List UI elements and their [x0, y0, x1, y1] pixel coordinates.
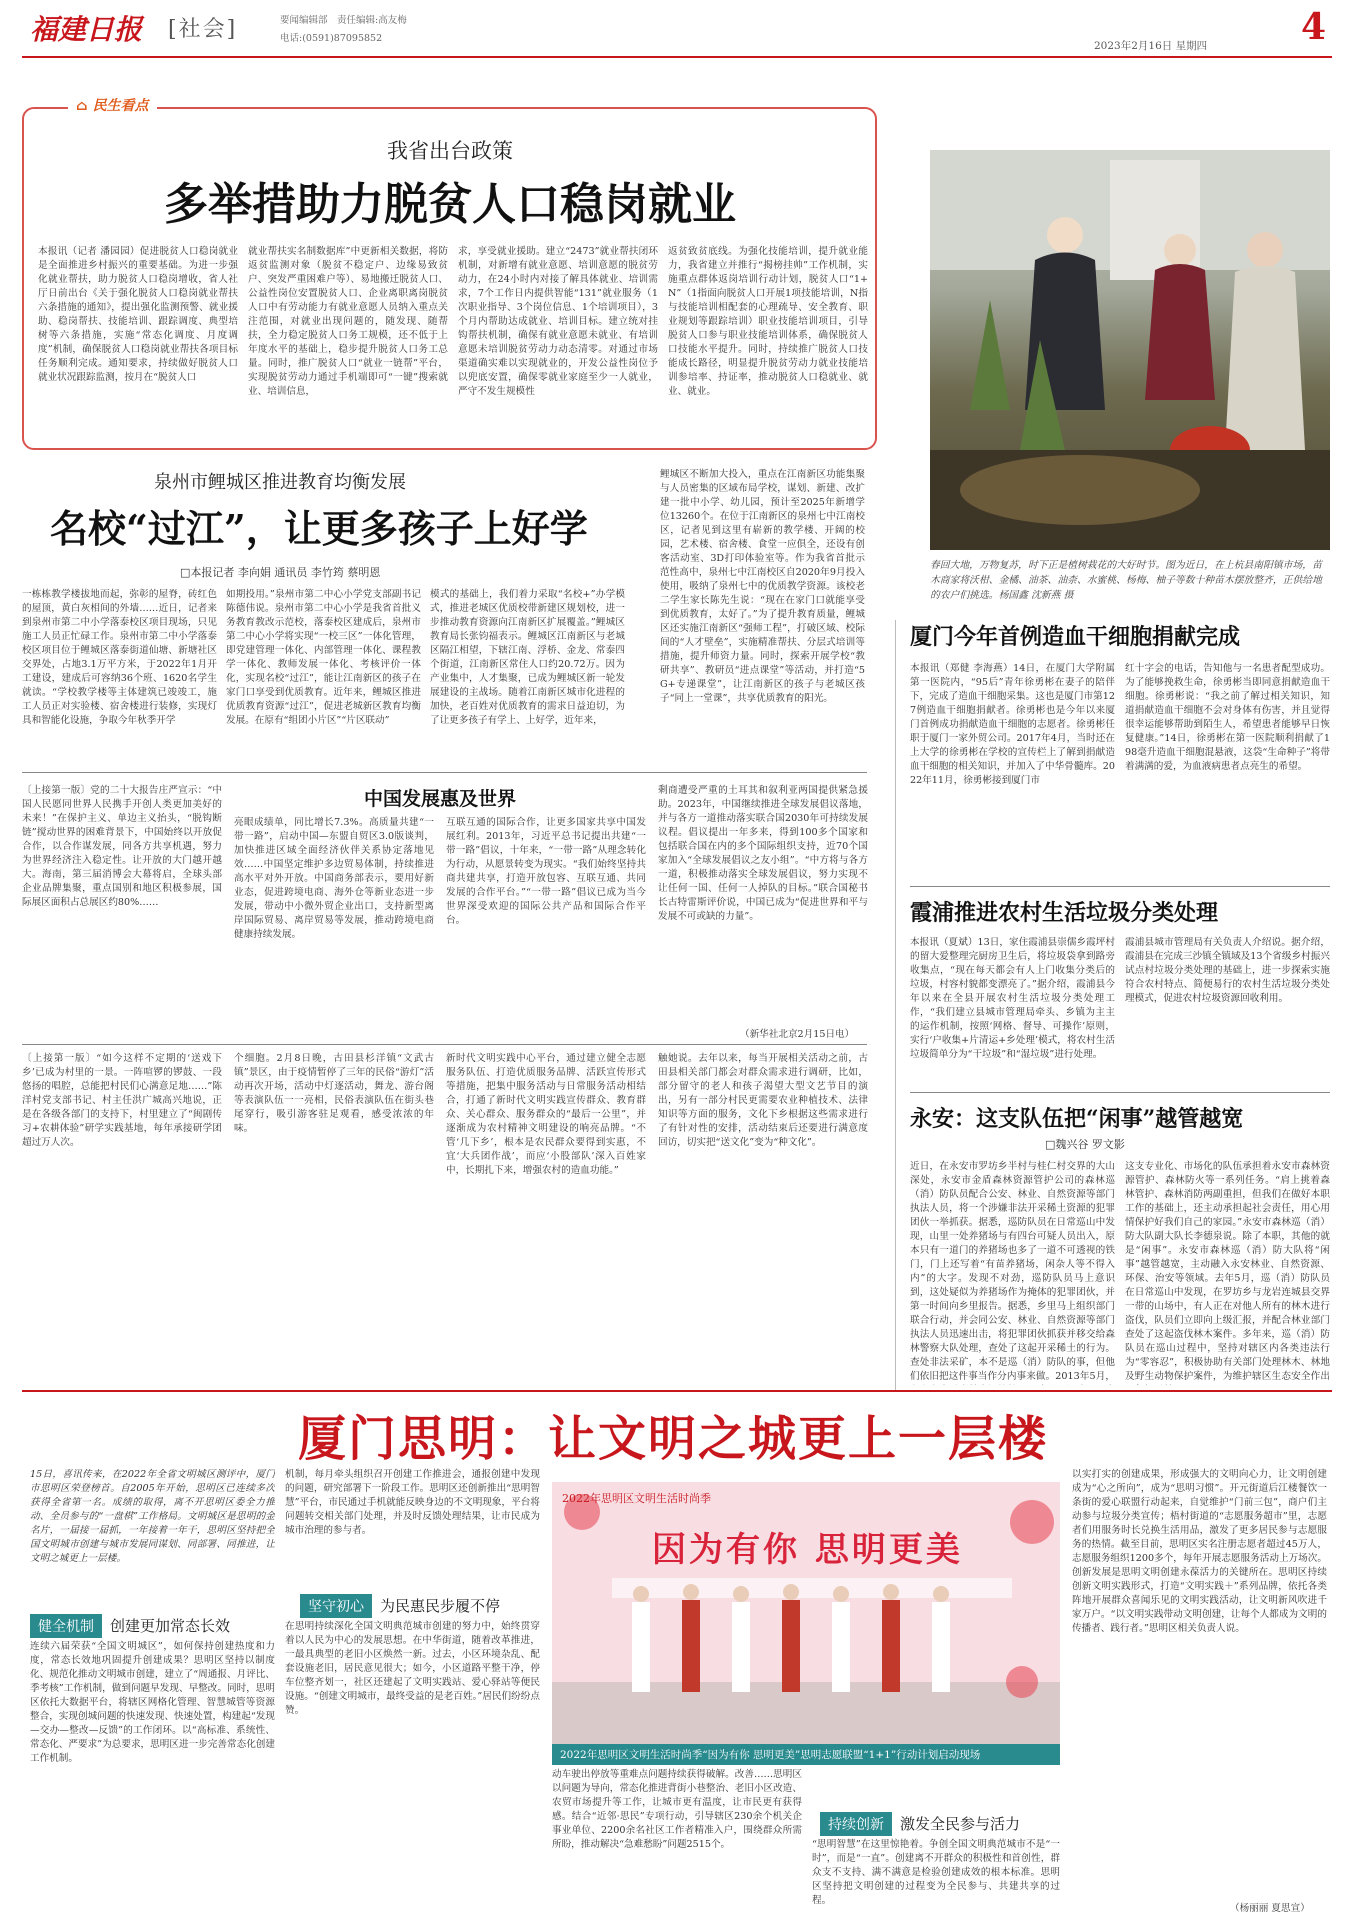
event-photo [552, 1482, 1060, 1744]
story8-sub3: 持续创新 激发全民参与活力 [820, 1812, 1070, 1836]
column-divider [895, 620, 896, 1390]
photo1-caption: 春回大地，万物复苏，时下正是植树栽花的大好时节。图为近日，在上杭县南阳镇市场，苗木商家将沃柑、金橘、油茶、油柰、水蜜桃、杨梅、柚子等数十种苗木摆放整齐，正供给地的农户们挑选。杨国鑫 沈新燕 摄 [930, 560, 1322, 601]
story8-col1b: 连续六届荣获“全国文明城区”，如何保持创建热度和力度，常态长效地巩固提升创建成果？思明区坚持以制度化、规范化推动文明城市创建，建立了“周通报、月评比、季考核”工作机制，做到问题早发现、早整改。同时，思明区依托大数据平台，将辖区网格化管理、智慧城管等资源整合，实现创城问题的快速发现、快速处置，构建起“发现—交办—整改—反馈”的工作闭环。以“高标准、系统性、常态化、严要求”为总要求，思明区进一步完善常态化创建工作机制。 [30, 1641, 275, 1764]
story1-subtitle: 我省出台政策 [387, 139, 513, 163]
story2-subtitle: 泉州市鲤城区推进教育均衡发展 [154, 472, 406, 493]
story8-sub2: 坚守初心 为民惠民步履不停 [300, 1594, 550, 1618]
story1-col3: 求，享受就业援助。建立“2473”就业帮扶闭环机制，对新增有就业意愿、培训意愿的脱贫劳动力，在24小时内对接了解具体就业、培训需求，7个工作日内提供智能“131”就业服务（1次职业指导、3个岗位信息、1个培训项目），3个月内帮助达成就业、培训目标。建立统对挂钩帮扶机制，确保有就业意愿未就业、有培训意愿未培训脱贫劳动力动态清零。对通过市场渠道确实难以实现就业的，开发公益性岗位予以兜底安置，确保零就业家庭至少一人就业，严守不发生规模性 [458, 246, 658, 397]
story2-col4: 鲤城区不断加大投入，重点在江南新区功能集聚与人员密集的区域布局学校，谋划、新建、改扩建一批中小学、幼儿园，预计至2025年新增学位13260个。在位于江南新区的泉州七中江南校区，记者见到这里有崭新的教学楼、开阔的校园，艺术楼、宿舍楼、食堂一应俱全，还设有创客活动室、3D打印体验室等。作为我省首批示范性高中，泉州七中江南校区自2020年9月投入使用，吸纳了泉州七中的优质教学资源。该校老二学生家长陈先生说：“现在在家门口就能享受到优质教育，太好了。”为了提升教育质量，鲤城区还实施江南新区“强师工程”，打破区域、校际间的“人才壁垒”，实施精准帮扶、分层式培训等措施，提升师资力量。同时，探索开展学校“教研共享”、教研员“进点课堂”等活动，并打造“5G+专递课堂”，让江南新区的孩子与老城区孩子“同上一堂课”，共享优质教育的阳光。 [660, 469, 865, 704]
story6-footer: （新华社北京2月15日电） [740, 1029, 855, 1040]
story7-col2: 个细胞。2月8日晚，古田县杉洋镇“文武古镇”景区，由于疫情暂停了三年的民俗“游灯”活动再次开场，活动中灯逐活动，舞龙、游台阁等表演队伍一一亮相，民俗表演队伍在街头巷尾穿行，吸引游客驻足观看，感受浓浓的年味。 [234, 1053, 434, 1134]
house-icon: ⌂ [76, 98, 93, 114]
story2-col2: 如期投用。”泉州市第二中心小学党支部副书记陈德伟说。泉州市第二中心小学是我省首批义务教育教改示范校，落泰校区建成后，泉州市第二中心小学将实现“一校三区”一体化管理，即党建管理一体化、内部管理一体化、课程教学一体化、教师发展一体化、考核评价一体化，实现名校“过江”，能让江南新区的孩子在家门口享受到优质教育。近年来，鲤城区推进优质教育资源“过江”，促进老城新区教育均衡发展。在原有“组团小片区”“片区联动” [226, 589, 421, 726]
story2-col1: 一栋栋教学楼拔地而起，弥彰的屋脊，砖红色的屋顶，黄白灰相间的外墙……近日，记者来到泉州市第二中小学落泰校区项目现场，只见施工人员正忙碌工作。泉州市第二中小学落泰校区项目位于鲤城区落泰街道仙塘、新塘社区交界处，占地3.1万平方米，于2022年1月开工建设，建成后可容纳36个班、1620名学生就读。“学校教学楼等主体建筑已竣竣工，施工人员正对实验楼、宿舍楼进行装修，实现灯具和智能化设施，争取今年秋季开学 [22, 589, 217, 726]
divider [910, 886, 1330, 887]
story4-col2: 霞浦县城市管理局有关负责人介绍说。据介绍，霞浦县在完成三沙镇全镇域及13个省级乡村振兴试点村垃圾分类处理的基础上，进一步探索实施符合农村特点、简便易行的农村生活垃圾分类处理模式，促进农村垃圾资源回收利用。 [1125, 937, 1330, 1004]
story1-col2: 就业帮扶实名制数据库”中更新相关数据，将防返贫监测对象（脱贫不稳定户、边缘易致贫户、突发严重困难户等）、易地搬迁脱贫人口、公益性岗位安置脱贫人口、企业离职离岗脱贫人口中有劳动能力有就业意愿人员纳入重点关注范围，对就业出现问题的，随发现、随帮扶，全力稳定脱贫人口务工规模，还不低于上年度水平的基础上，稳步提升脱贫人口务工总量。同时，推广脱贫人口“就业一链帮”平台，实现脱贫劳动力通过手机端即可“一键”搜索就业、培训信息， [248, 246, 448, 397]
story1-tag: ⌂ 民生看点 [68, 95, 157, 115]
story6-col1: 〔上接第一版〕党的二十大报告庄严宣示：“中国人民愿同世界人民携手开创人类更加美好的未来！”在保护主义、单边主义抬头，“脱钩断链”搅动世界的困难背景下，中国始终以开放促合作，以合作谋发展，同各方共享机遇，努力为世界经济注入稳定性。让开放的大门越开越大。海南，第三届消博会大幕将启，全球头部企业品牌集聚，重点国别和地区积极参展，国际展区面积占总展区约80%…… [22, 785, 222, 908]
story4-col1: 本报讯（夏斌）13日，家住霞浦县崇儒乡霞坪村的留大爱整理完厨房卫生后，将垃圾袋拿到路旁收集点，“现在每天都会有人上门收集分类后的垃圾，村容村貌都变漂亮了。”据介绍，霞浦县今年以来在全县开展农村生活垃圾分类处理工作，“我们建立县城市管理局牵头、乡镇为主主的运作机制，按照‘网格、督导、可操作’原则，实行‘户收集+片清运+乡处理’模式，将农村生活垃圾简单分为“干垃圾”和“湿垃圾”进行处理。 [910, 937, 1115, 1060]
newspaper-logo: 福建日报 [30, 13, 143, 46]
story8-footer: （杨丽丽 夏思宣） [1230, 1903, 1310, 1914]
story5-col1: 近日，在永安市罗坊乡半村与桂仁村交界的大山深处，永安市金盾森林资源管护公司的森林巡（消）防队员配合公安、林业、自然资源等部门执法人员，将一个涉嫌非法开采稀土资源的犯罪团伙一举抓获。据悉，巡防队员在日常巡山中发现，山里一处养猪场与有四台可疑人员出入，原本只有一道门的养猪场也多了一道不可透视的铁门，门上还写着“有苗养猪场，闲杂人等不得入内”的大字。发现不对劲，巡防队员马上意识到，这处疑似为养猪场作为掩体的犯罪团伙，并第一时间向乡里报告。据悉，乡里马上组织部门联合行动，并会同公安、林业、自然资源等部门执法人员迅速出击，将犯罪团伙抓获并移交给森林警察大队处理，查处了这起开采稀土的行为。查处非法采矿，本不是巡（消）防队的事，但他们依旧把这件事当作分内事来做。2013年5月， [910, 1161, 1115, 1382]
photo-banner-text: 2022年思明区文明生活时尚季 [562, 1492, 711, 1505]
story8-col2b: 在思明持续深化全国文明典范城市创建的努力中，始终贯穿着以人民为中心的发展思想。在中华街道，随着改革推进，一最具典型的老旧小区焕然一新。过去，小区环境杂乱、配套设施老旧，居民意见很大；如今，小区道路平整干净，停车位整齐划一，社区还建起了文明实践站、爱心驿站等便民设施。“创建文明城市，最终受益的是老百姓。”居民们纷纷点赞。 [285, 1621, 540, 1716]
story2-byline: □本报记者 李向娟 通讯员 李竹筠 蔡明恩 [180, 566, 381, 579]
section-name: [社会] [168, 17, 238, 42]
story2-title: 名校“过江”，让更多孩子上好学 [50, 506, 588, 551]
story2-col3: 模式的基础上，我们着力采取“名校+”办学模式，推进老城区优质校带新建区规划校，进一步推动教育资源向江南新区扩展覆盖。”鲤城区教育局长张钧福表示。鲤城区江南新区与老城区隔江相望，下辖江南、浮桥、金龙、常泰四个街道，江南新区常住人口约20.72万。因为产业集中，人才集聚，已成为鲤城区新一轮发展建设的主战场。随着江南新区城市化进程的加快，老百姓对优质教育的需求日益迫切，为了让更多孩子有学上、上好学，近年来， [430, 589, 625, 726]
story5-title: 永安：这支队伍把“闲事”越管越宽 [910, 1106, 1244, 1132]
story3-title: 厦门今年首例造血干细胞捐献完成 [910, 624, 1241, 650]
story3-col1: 本报讯（郑健 李海燕）14日，在厦门大学附属第一医院内，“95后”青年徐勇彬在妻子的陪伴下，完成了造血干细胞采集。这也是厦门市第127例造血干细胞捐献者。徐勇彬也是今年以来厦门首例成功捐献造血干细胞的志愿者。徐勇彬任职于厦门一家外贸公司。2017年4月，当时还在上大学的徐勇彬在学校的宣传栏上了解到捐献造血干细胞的相关知识，并加入了中华骨髓库。2022年11月，徐勇彬接到厦门市 [910, 663, 1115, 786]
story8-col3: 动车驶出停放等重难点问题持续获得破解。改善……思明区以问题为导向，常态化推进背街小巷整治、老旧小区改造、农贸市场提升等工作，让城市更有温度，让市民更有获得感。结合“近邻·思民”专项行动，引导辖区230余个机关企事业单位、2200余名社区工作者精准入户，围绕群众所需所盼，推动解决“急难愁盼”问题2515个。 [552, 1769, 802, 1850]
page-number: 4 [1300, 6, 1326, 48]
story6-col4: 剩商遭受严重的土耳其和叙利亚两国提供紧急援助。2023年，中国继续推进全球发展倡议落地，并与各方一道推动落实联合国2030年可持续发展议程。倡议提出一年多来，得到100多个国家和包括联合国在内的多个国际组织支持，近70个国家加入“全球发展倡议之友小组”。“中方将与各方一道，积极推动落实全球发展倡议，努力实现不让任何一国、任何一人掉队的目标。”联合国秘书长古特雷斯评价说，中国已成为“促进世界和平与发展不可或缺的力量”。 [658, 785, 868, 922]
editor-line: 要闻编辑部 责任编辑:高友梅 [280, 15, 407, 26]
photo-slogan: 因为有你 思明更美 [652, 1530, 963, 1570]
story5-byline: □魏兴谷 罗文影 [1045, 1138, 1125, 1151]
story8-title: 厦门思明：让文明之城更上一层楼 [297, 1411, 1048, 1467]
market-photo [930, 150, 1330, 550]
story1-title: 多举措助力脱贫人口稳岗就业 [164, 179, 736, 230]
story1-col4: 返贫致贫底线。为强化技能培训，提升就业能力，我省建立并推行“揭榜挂帅”工作机制，实施重点群体返岗培训行动计划，脱贫人口“1+N”（1指面向脱贫人口开展1项技能培训，N指与技能培训相配套的心理疏导、安全教育、职业规划等跟踪培训）职业技能培训项目，引导脱贫人口参与职业技能培训体系，确保脱贫人口技能水平提升。同时，持续推广脱贫人口技能成长路径，明显提升脱贫劳动力就业技能培训参培率、持证率，推动脱贫人口稳就业、就业、就业。 [668, 246, 868, 397]
issue-date: 2023年2月16日 星期四 [1094, 40, 1208, 52]
story5-col2: 这支专业化、市场化的队伍承担着永安市森林资源管护、森林防火等一系列任务。“肩上挑着森林管护、森林消防两副重担，但我们在做好本职工作的基础上，还主动承担起社会责任，用心用情保护好我们自己的家园。”永安市森林巡（消）防大队副大队长李德泉说。除了本职，其他的就是“闲事”。永安市森林巡（消）防大队将“闲事”越管越宽，主动融入永安林业、自然资源、环保、治安等领域。去年5月，巡（消）防队员在日常巡山中发现，在罗坊乡与龙岩连城县交界一带的山场中，有人正在对他人所有的林木进行盗伐，队员们立即向上级汇报，并配合林业部门查处了这起盗伐林木案件。多年来，巡（消）防队员在巡山过程中，坚持对辖区内各类违法行为“零容忍”，积极协助有关部门处理林木、林地及野生动物保护案件，为维护辖区生态安全作出 [1125, 1161, 1330, 1382]
story7-col1: 〔上接第一版〕“如今这样不定期的‘送戏下乡’已成为村里的一景。一阵喧锣的锣鼓、一段悠扬的唱腔，总能把村民们心满意足地……”陈洋村党支部书记、村主任洪广城高兴地说，正是在各级各部门的支持下，村里建立了“闽剧传习+农耕体验”研学实践基地，每年承接研学团超过万人次。 [22, 1053, 222, 1148]
photo2-caption: 2022年思明区文明生活时尚季“因为有你 思明更美”思明志愿联盟“1+1”行动计划启动现场 [552, 1744, 1060, 1765]
story6-title: 中国发展惠及世界 [363, 788, 516, 810]
phone-line: 电话:(0591)87095852 [280, 33, 383, 44]
header-rule [22, 56, 1332, 58]
story6-col3: 互联互通的国际合作，让更多国家共享中国发展红利。2013年，习近平总书记提出共建“一带一路”倡议，十年来，“一带一路”从理念转化为行动，从愿景转变为现实。“我们始终坚持共商共建共享，打造开放包容、互联互通、共同发展的合作平台。”“一带一路”倡议已成为当今世界深受欢迎的国际公共产品和国际合作平台。 [446, 817, 646, 926]
story8-col2a: 机制，每月牵头组织召开创建工作推进会，通报创建中发现的问题，研究部署下一阶段工作。思明区还创新推出“思明智慧”平台，市民通过手机就能反映身边的不文明现象，平台将问题转交相关部门处理，并及时反馈处理结果，让市民成为城市治理的参与者。 [285, 1469, 540, 1536]
story4-title: 霞浦推进农村生活垃圾分类处理 [910, 900, 1219, 926]
divider [22, 1044, 867, 1045]
story7-col3: 新时代文明实践中心平台，通过建立健全志愿服务队伍、打造优质服务品牌、活跃宣传形式等措施，把集中服务活动与日常服务活动相结合，打通了新时代文明实践宣传群众、教育群众、关心群众、服务群众的“最后一公里”，并逐渐成为农村精神文明建设的响亮品牌。“不管‘几下乡’，根本是农民群众要得到实惠，不宜‘大兵团作战’，而应‘小股部队’深入百姓家中，长期扎下来，增强农村的造血功能。” [446, 1053, 646, 1176]
story3-col2: 红十字会的电话，告知他与一名患者配型成功。为了能够挽救生命，徐勇彬当即同意捐献造血干细胞。徐勇彬说：“我之前了解过相关知识，知道捐献造血干细胞不会对身体有伤害，并且觉得很幸运能够帮助到陌生人，希望患者能够早日恢复健康。”14日，徐勇彬在第一医院顺利捐献了198毫升造血干细胞混悬液，这袋“生命种子”将带着满满的爱，为血液病患者点亮生的希望。 [1125, 663, 1330, 772]
divider [910, 1092, 1330, 1093]
story8-col4: 以实打实的创建成果，形成强大的文明向心力，让文明创建成为“心之所向”，成为“思明习惯”。开元街道后江楼餐饮一条街的爱心联盟行动起来，自觉维护“门前三包”，商户们主动参与垃圾分类宣传；梧村街道的“志愿服务超市”里，志愿者们用服务时长兑换生活用品，激发了更多居民参与志愿服务的热情。截至目前，思明区实名注册志愿者超过45万人，志愿服务组织1200多个，每年开展志愿服务活动上万场次。创新发展是思明文明创建永葆活力的关键所在。思明区持续创新文明实践形式，打造“文明实践＋”系列品牌，依托各类阵地开展群众喜闻乐见的文明实践活动，让文明新风吹进千家万户。“以文明实践带动文明创建，让每个人都成为文明的传播者、践行者。”思明区相关负责人说。 [1072, 1469, 1327, 1634]
story8-lead: 15日，喜讯传来，在2022年全省文明城区测评中，厦门市思明区荣登榜首。自2005年开始，思明区已连续多次获得全省第一名。成绩的取得，离不开思明区委全力推动、全员参与的“一盘棋”工作格局。文明城区是思明的金名片，一届接一届抓，一年接着一年干，思明区坚持把全国文明城市创建与城市发展同谋划、同部署、同推进，让文明之城更上一层楼。 [30, 1469, 275, 1564]
divider [22, 772, 867, 773]
story7-col4: 触她说。去年以来，每当开展相关活动之前，古田县相关部门都会对群众需求进行调研，比如，部分留守的老人和孩子渴望大型文艺节目的演出，另有一部分村民更需要农业种植技术、法律知识等方面的服务，文化下乡根据这些需求进行了有针对性的安排，活动结束后还要进行满意度回访，切实把“送文化”变为“种文化”。 [658, 1053, 868, 1148]
story1-col1: 本报讯（记者 潘园园）促进脱贫人口稳岗就业是全面推进乡村振兴的重要基础。为进一步强化就业帮扶，助力脱贫人口稳岗增收，省人社厅日前出台《关于强化脱贫人口稳岗就业帮扶六条措施的通知》，提出强化监测预警、就业援助、稳岗帮扶、技能培训、跟踪调度、典型培树等六条措施，实施“常态化调度、月度调度”机制，确保脱贫人口稳岗就业帮扶各项目标任务顺利完成。通知要求，持续做好脱贫人口就业状况跟踪监测，按月在“脱贫人口 [38, 246, 238, 383]
story8-sub1: 健全机制 创建更加常态长效 [30, 1614, 300, 1638]
story6-col2: 亮眼成绩单，同比增长7.3%。高质量共建“一带一路”，启动中国—东盟自贸区3.0版谈判，加快推进区域全面经济伙伴关系协定落地见效……中国坚定维护多边贸易体制，持续推进高水平对外开放。中国商务部表示，要用好新业态，促进跨境电商、海外仓等新业态进一步发展，带动中小微外贸企业出口，支持新型离岸国际贸易、离岸贸易等发展，推动跨境电商健康持续发展。 [234, 817, 434, 940]
story8-col3b: “思明智慧”在这里惊艳着。争创全国文明典范城市不是“一时”，而是“一直”。创建离不开群众的积极性和首创性，群众支不支持、满不满意是检验创建成效的根本标准。思明区坚持把文明创建的过程变为全民参与、共建共享的过程。 [812, 1839, 1060, 1906]
story8-top-rule [22, 1390, 1332, 1392]
